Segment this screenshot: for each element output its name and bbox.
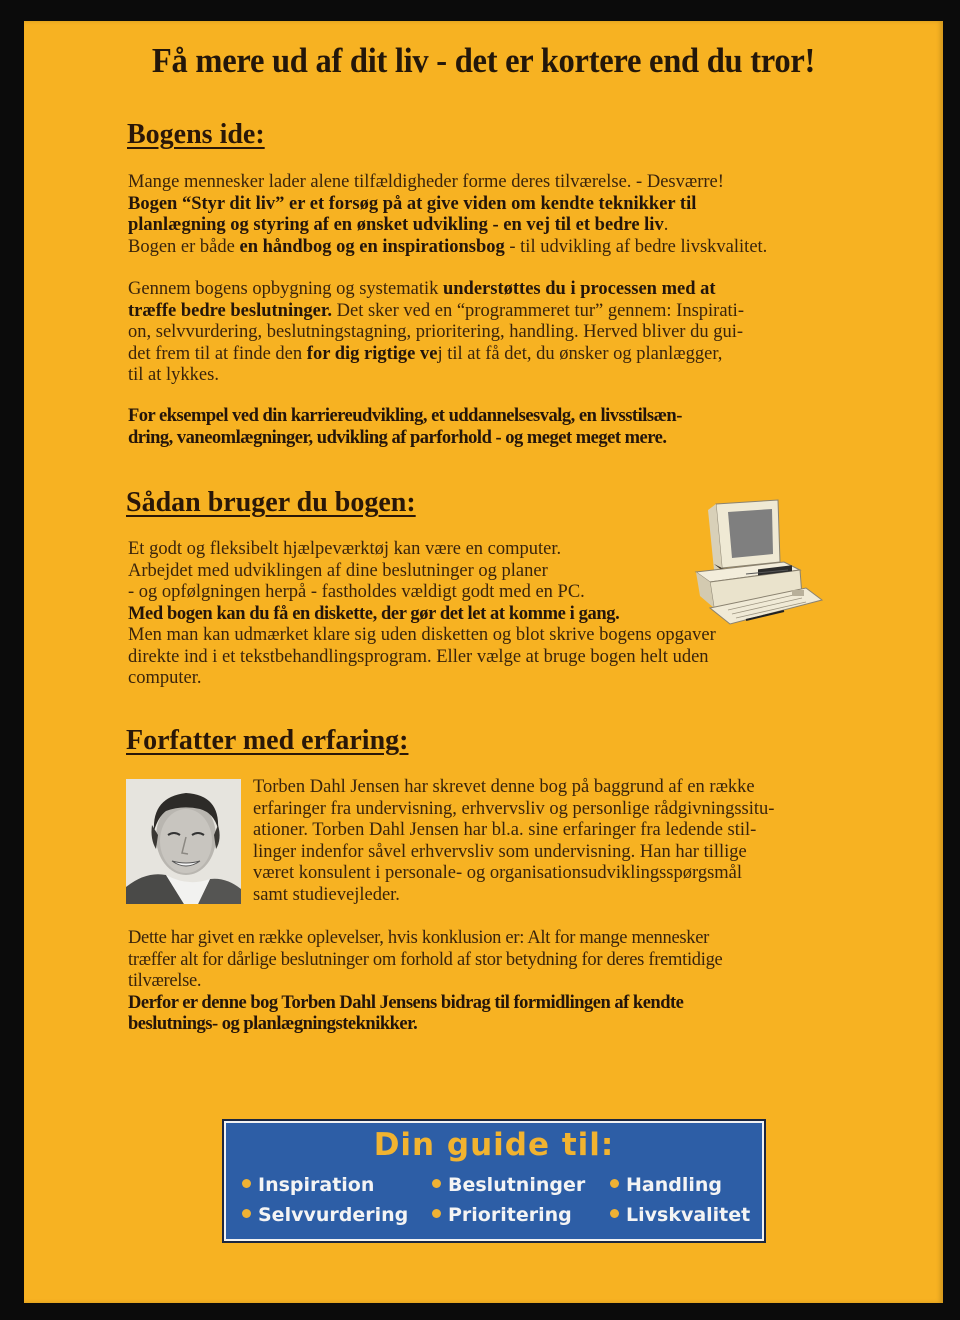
text-fragment: understøttes du i processen med at: [442, 279, 716, 299]
text-line: erfaringer fra undervisning, erhvervsliv og personlige rådgivningssitu-: [253, 798, 775, 819]
heading-saadan-bruger: Sådan bruger du bogen:: [126, 487, 416, 518]
bullet-icon: [242, 1209, 251, 1218]
heading-bogens-ide: Bogens ide:: [127, 119, 265, 150]
text-fragment: Bogen er både: [128, 236, 240, 257]
text-line: Et godt og fleksibelt hjælpeværktøj kan være en computer.: [128, 539, 562, 559]
text-line: Men man kan udmærket klare sig uden disketten og blot skrive bogens opgaver: [128, 625, 716, 645]
text-fragment: Gennem bogens opbygning og systematik: [128, 279, 443, 299]
text-line: ationer. Torben Dahl Jensen har bl.a. sine erfaringer fra ledende stil-: [253, 820, 757, 840]
guide-title: Din guide til:: [373, 1127, 615, 1163]
bullet-icon: [242, 1179, 251, 1188]
text-fragment: det frem til at finde den: [128, 343, 307, 364]
computer-icon: [688, 490, 848, 630]
text-line: dring, vaneomlægninger, udvikling af parforhold - og meget meget mere.: [128, 427, 667, 448]
guide-item: [610, 1174, 722, 1196]
author-bio: [253, 777, 774, 906]
guide-item: [242, 1174, 374, 1196]
text-line: Derfor er denne bog Torben Dahl Jensens bidrag til formidlingen af kendte: [128, 992, 684, 1013]
text-line: planlægning og styring af en ønsket udvikling - en vej til et bedre liv: [128, 215, 664, 235]
cover-title: Få mere ud af dit liv - det er kortere end du tror!: [151, 41, 816, 80]
guide-item-label: Selvvurdering: [258, 1204, 409, 1226]
guide-item: [432, 1204, 572, 1226]
text-fragment: en håndbog og en inspirationsbog: [239, 236, 505, 257]
text-line: on, selvvurdering, beslutningstagning, prioritering, handling. Herved bliver du gui-: [128, 322, 744, 342]
text-line: For eksempel ved din karriereudvikling, et uddannelsesvalg, en livsstilsæn-: [128, 406, 682, 426]
text-line: beslutnings- og planlægningsteknikker.: [128, 1014, 418, 1034]
ide-paragraph-2: [128, 279, 744, 387]
text-line: Mange mennesker lader alene tilfældigheder forme deres tilværelse. - Desværre!: [128, 172, 724, 192]
bullet-icon: [610, 1179, 619, 1188]
text-fragment: - til udvikling af bedre livskvalitet.: [504, 236, 768, 257]
bullet-icon: [610, 1209, 619, 1218]
ide-paragraph-1: [128, 172, 767, 258]
text-line: computer.: [128, 668, 202, 688]
text-fragment: træffe bedre beslutninger.: [128, 300, 332, 321]
guide-box: [224, 1121, 764, 1241]
ide-paragraph-3: [128, 406, 682, 449]
guide-item-label: Livskvalitet: [626, 1204, 751, 1226]
guide-item: [432, 1174, 585, 1196]
text-fragment: Det sker ved en “programmeret tur” gennem: Inspirati-: [332, 300, 744, 321]
text-line: træffer alt for dårlige beslutninger om forhold af stor betydning for deres fremtidige: [128, 949, 723, 970]
text-line: Bogen “Styr dit liv” er et forsøg på at give viden om kendte teknikker til: [128, 193, 697, 214]
text-fragment: for dig rigtige ve: [306, 343, 438, 364]
text-fragment: .: [663, 215, 669, 235]
bullet-icon: [432, 1179, 441, 1188]
text-fragment: j til at få det, du ønsker og planlægger,: [437, 343, 723, 364]
guide-item-label: Inspiration: [258, 1174, 375, 1196]
text-line: til at lykkes.: [128, 365, 219, 385]
text-line: direkte ind i et tekstbehandlingsprogram. Eller vælge at bruge bogen helt uden: [128, 646, 709, 667]
brug-paragraph: [128, 539, 716, 690]
text-line: Arbejdet med udviklingen af dine beslutninger og planer: [128, 560, 548, 581]
text-line: linger indenfor såvel erhvervsliv som undervisning. Han har tillige: [253, 841, 747, 862]
text-line: Dette har givet en række oplevelser, hvis konklusion er: Alt for mange mennesker: [128, 928, 709, 948]
guide-item: [242, 1204, 408, 1226]
text-line: Torben Dahl Jensen har skrevet denne bog på baggrund af en række: [253, 777, 755, 797]
text-line: Med bogen kan du få en diskette, der gør det let at komme i gang.: [128, 603, 620, 624]
text-line: - og opfølgningen herpå - fastholdes vældigt godt med en PC.: [128, 582, 585, 602]
author-conclusion: [128, 928, 722, 1036]
text-line: samt studievejleder.: [253, 884, 400, 905]
guide-item-label: Handling: [626, 1174, 723, 1196]
text-line: været konsulent i personale- og organisationsudviklingsspørgsmål: [253, 863, 743, 883]
heading-forfatter: Forfatter med erfaring:: [126, 725, 409, 756]
computer-illustration: [688, 490, 848, 630]
guide-item-label: Prioritering: [448, 1204, 572, 1226]
guide-item-label: Beslutninger: [448, 1174, 586, 1196]
guide-item: [610, 1204, 750, 1226]
portrait-icon: [126, 779, 241, 904]
author-photo: [126, 779, 241, 904]
text-line: tilværelse.: [128, 971, 202, 991]
book-back-cover: [24, 21, 943, 1303]
bullet-icon: [432, 1209, 441, 1218]
